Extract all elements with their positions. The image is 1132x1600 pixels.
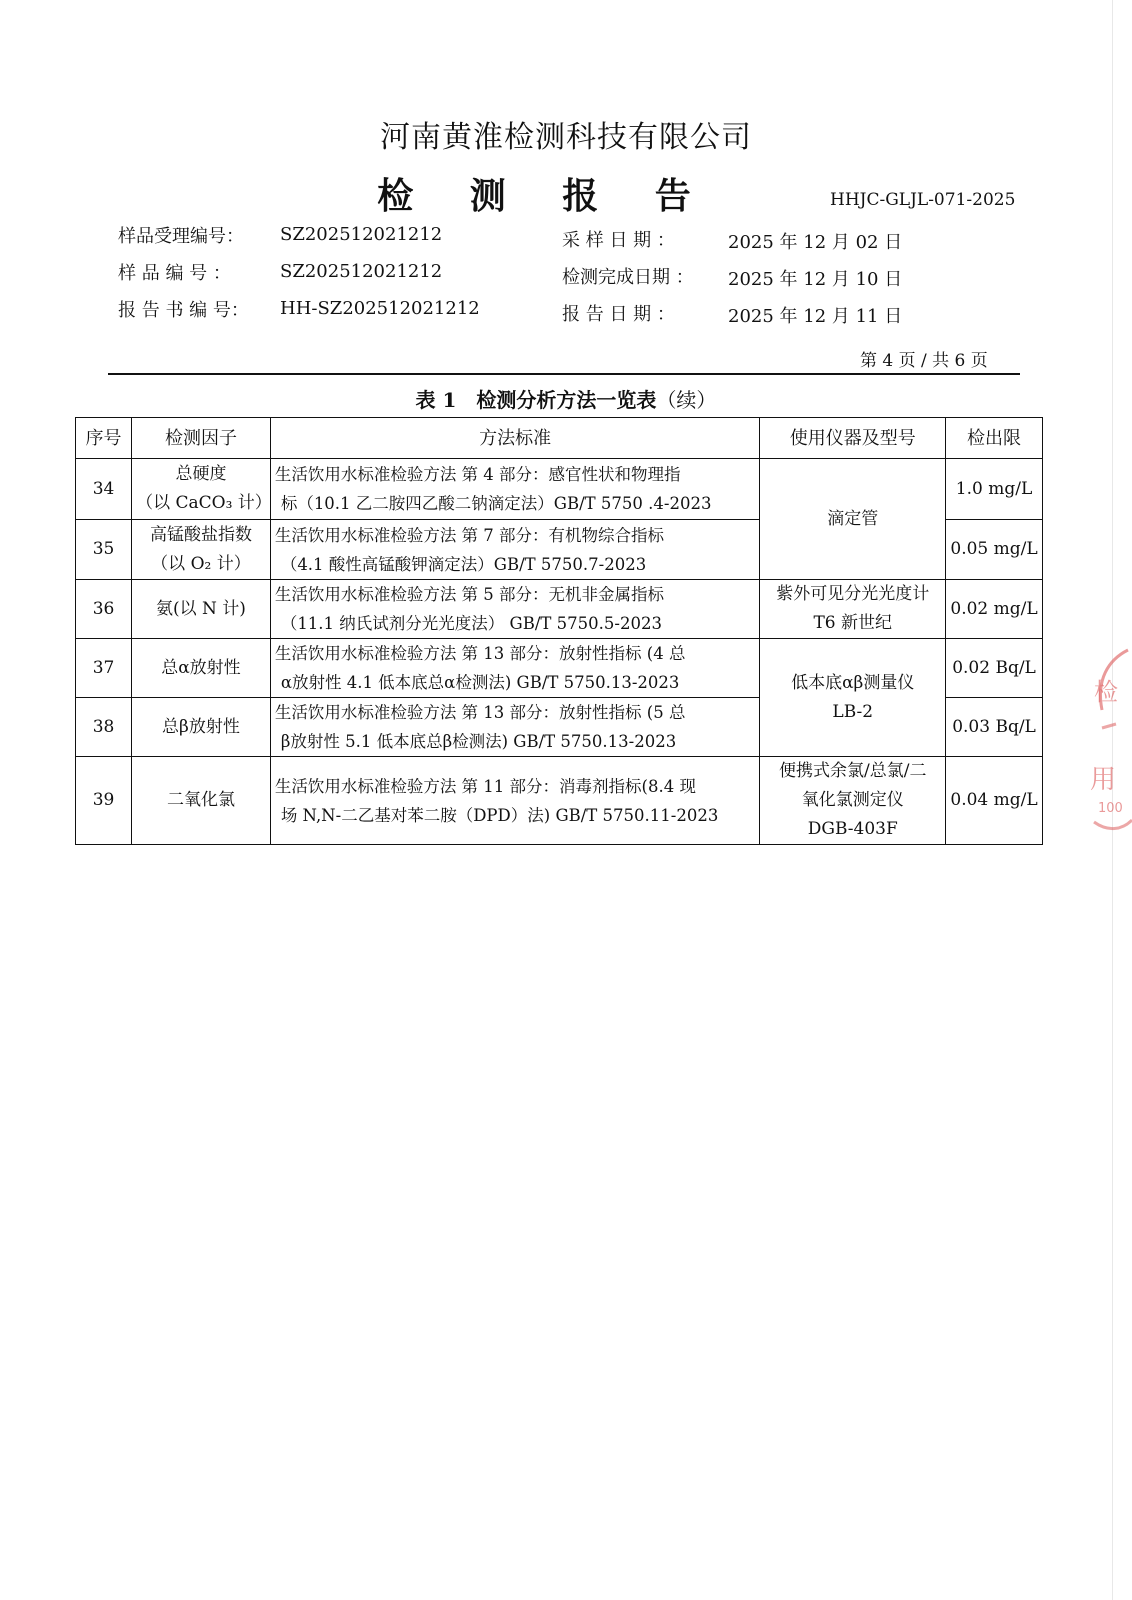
seal-icon: [1088, 640, 1132, 840]
cell-no: 38: [76, 698, 132, 757]
instrument-line: 紫外可见分光光度计: [776, 584, 930, 604]
cell-instrument: 滴定管: [760, 459, 946, 580]
meta-report-date: 报 告 日 期 ：: [562, 304, 675, 325]
cell-factor: 总β放射性: [132, 698, 271, 757]
header-standard: 方法标准: [270, 418, 760, 459]
header-no: 序号: [76, 418, 132, 459]
red-seal-stamp: [1088, 640, 1132, 840]
cell-limit: 0.02 mg/L: [946, 580, 1043, 639]
instrument-line: 便携式余氯/总氯/二: [779, 761, 927, 781]
cell-instrument: [760, 639, 946, 757]
meta-sample-no-value: SZ202512021212: [280, 261, 443, 282]
factor-line: 高锰酸盐指数: [149, 524, 252, 545]
svg-text:检: 检: [1094, 678, 1118, 706]
cell-limit: 0.05 mg/L: [946, 520, 1043, 580]
table-row: [76, 459, 1043, 520]
cell-no: 39: [76, 757, 132, 845]
header-limit: 检出限: [946, 418, 1043, 459]
instrument-line: T6 新世纪: [813, 613, 893, 633]
cell-no: 36: [76, 580, 132, 639]
cell-no: 35: [76, 520, 132, 580]
table-row: [76, 757, 1043, 845]
cell-factor: [132, 459, 271, 520]
factor-line: 总硬度: [175, 464, 227, 484]
standard-line: 生活饮用水标准检验方法 第 13 部分：放射性指标 (4 总: [274, 644, 686, 663]
cell-factor: 二氧化氯: [132, 757, 271, 845]
cell-factor: 氨(以 N 计): [132, 580, 271, 639]
cell-standard: [270, 580, 760, 639]
table-header-row: [76, 418, 1043, 459]
instrument-line: DGB-403F: [807, 819, 898, 839]
factor-line: （以 O₂ 计）: [151, 553, 251, 574]
meta-label: 样 品 编 号 ：: [118, 263, 231, 284]
svg-text:用: 用: [1090, 765, 1117, 795]
meta-label: 样品受理编号：: [118, 226, 244, 247]
cell-instrument: [760, 580, 946, 639]
meta-report-date-value: 2025 年 12 月 11 日: [728, 306, 903, 327]
table-title-suffix: （续）: [656, 388, 717, 412]
meta-label: 报 告 书 编 号：: [118, 300, 249, 321]
meta-sample-no: [118, 259, 231, 285]
cell-factor: [132, 520, 271, 580]
cell-limit: 0.04 mg/L: [946, 757, 1043, 845]
factor-line: （以 CaCO₃ 计）: [136, 493, 272, 513]
cell-limit: 1.0 mg/L: [946, 459, 1043, 520]
meta-completion-date: 检测完成日期 ：: [562, 267, 694, 288]
table-title: [0, 384, 1132, 413]
cell-standard: [270, 639, 760, 698]
cell-limit: 0.02 Bq/L: [946, 639, 1043, 698]
company-name: 河南黄淮检测科技有限公司: [380, 120, 752, 155]
svg-text:100: 100: [1098, 801, 1123, 816]
table-title-main: 表 1 检测分析方法一览表: [415, 388, 657, 412]
standard-line: （11.1 纳氏试剂分光光度法） GB/T 5750.5-2023: [280, 614, 662, 633]
standard-line: 标（10.1 乙二胺四乙酸二钠滴定法）GB/T 5750 .4-2023: [280, 494, 712, 513]
report-code: HHJC-GLJL-071-2025: [830, 190, 1016, 210]
header-instrument: 使用仪器及型号: [760, 418, 946, 459]
page-info: 第 4 页 / 共 6 页: [860, 351, 988, 371]
standard-line: α放射性 4.1 低本底总α检测法) GB/T 5750.13-2023: [280, 673, 680, 692]
standard-line: 生活饮用水标准检验方法 第 11 部分：消毒剂指标(8.4 现: [274, 776, 696, 796]
standard-line: 生活饮用水标准检验方法 第 4 部分：感官性状和物理指: [274, 465, 681, 484]
cell-standard: [270, 757, 760, 845]
report-title: 检 测 报 告: [377, 175, 713, 217]
cell-factor: 总α放射性: [132, 639, 271, 698]
cell-limit: 0.03 Bq/L: [946, 698, 1043, 757]
standard-line: 生活饮用水标准检验方法 第 7 部分：有机物综合指标: [274, 525, 665, 545]
table-row: [76, 639, 1043, 698]
cell-instrument: [760, 757, 946, 845]
methods-table: [75, 417, 1043, 845]
header-divider: [108, 373, 1020, 375]
standard-line: β放射性 5.1 低本底总β检测法) GB/T 5750.13-2023: [280, 732, 677, 751]
meta-completion-date-value: 2025 年 12 月 10 日: [728, 269, 903, 290]
standard-line: （4.1 酸性高锰酸钾滴定法）GB/T 5750.7-2023: [280, 554, 647, 574]
instrument-line: 氧化氯测定仪: [801, 790, 904, 810]
cell-no: 34: [76, 459, 132, 520]
meta-sample-accept-no-value: SZ202512021212: [280, 224, 443, 245]
meta-sample-accept-no: [118, 222, 244, 248]
meta-sampling-date: 采 样 日 期 ：: [562, 230, 675, 251]
meta-sampling-date-value: 2025 年 12 月 02 日: [728, 232, 903, 253]
cell-standard: [270, 520, 760, 580]
instrument-line: LB-2: [832, 701, 874, 722]
standard-line: 生活饮用水标准检验方法 第 5 部分：无机非金属指标: [274, 585, 665, 604]
header-factor: 检测因子: [132, 418, 271, 459]
cell-standard: [270, 698, 760, 757]
standard-line: 场 N,N-二乙基对苯二胺（DPD）法) GB/T 5750.11-2023: [280, 805, 719, 825]
table-row: [76, 580, 1043, 639]
cell-no: 37: [76, 639, 132, 698]
cell-standard: [270, 459, 760, 520]
instrument-line: 低本底αβ测量仪: [791, 672, 915, 693]
standard-line: 生活饮用水标准检验方法 第 13 部分：放射性指标 (5 总: [274, 703, 686, 722]
meta-report-no: [118, 296, 249, 322]
meta-report-no-value: HH-SZ202512021212: [280, 298, 480, 319]
